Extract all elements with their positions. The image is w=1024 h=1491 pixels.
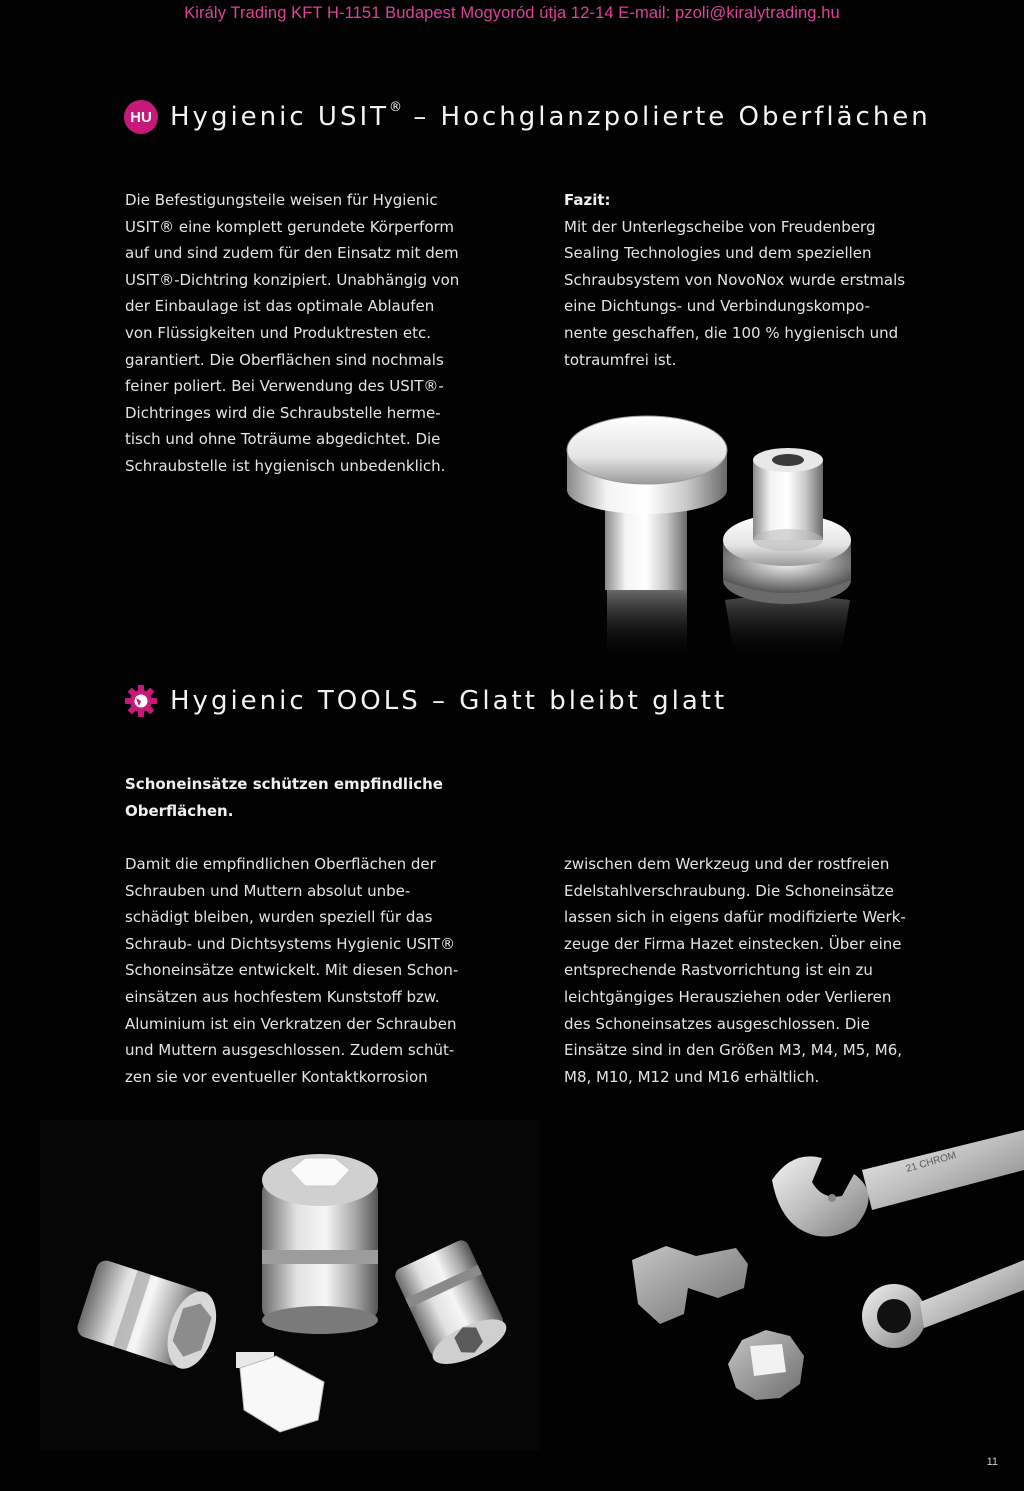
paragraph-line: und Muttern ausgeschlossen. Zudem schüt-: [125, 1041, 455, 1060]
paragraph-line: Schrauben und Muttern absolut unbe-: [125, 881, 411, 900]
usit-left-column: [125, 187, 459, 480]
paragraph-line: Sealing Technologies und dem speziellen: [564, 244, 872, 263]
gear-wrench-icon: [124, 684, 158, 718]
tools-heading: [125, 771, 443, 824]
paragraph-line: lassen sich in eigens dafür modifizierte Werk-: [564, 908, 906, 927]
heading-line: Oberflächen.: [125, 801, 234, 820]
heading-line: Schoneinsätze schützen empfindliche: [125, 775, 443, 793]
paragraph-line: eine Dichtungs- und Verbindungskompo-: [564, 297, 870, 316]
paragraph-line: einsätzen aus hochfestem Kunststoff bzw.: [125, 987, 440, 1006]
paragraph-line: Edelstahlverschraubung. Die Schoneinsätze: [564, 881, 894, 900]
section-title-tools-text: Hygienic TOOLS – Glatt bleibt glatt: [170, 686, 728, 716]
wrench-inserts-image: [572, 1110, 1024, 1440]
polished-fasteners-image: [555, 400, 875, 680]
usit-right-column: [564, 187, 905, 373]
paragraph-line: Schraub- und Dichtsystems Hygienic USIT®: [125, 934, 456, 953]
tools-left-column: [125, 851, 458, 1090]
paragraph-line: totraumfrei ist.: [564, 350, 677, 369]
paragraph-line: Damit die empfindlichen Oberflächen der: [125, 855, 436, 873]
page-number: 11: [986, 1456, 998, 1468]
paragraph-line: Dichtringes wird die Schraubstelle herme-: [125, 403, 441, 422]
paragraph-line: Einsätze sind in den Größen M3, M4, M5, M6,: [564, 1041, 903, 1060]
paragraph-line: der Einbaulage ist das optimale Ablaufen: [125, 297, 435, 316]
section-title-usit: [124, 99, 931, 135]
paragraph-line: Schoneinsätze entwickelt. Mit diesen Schon-: [125, 961, 459, 980]
paragraph-line: Aluminium ist ein Verkratzen der Schrauben: [125, 1014, 457, 1033]
paragraph-line: USIT®-Dichtring konzipiert. Unabhängig von: [125, 270, 460, 289]
paragraph-line: feiner poliert. Bei Verwendung des USIT®-: [125, 377, 444, 396]
paragraph-line: Schraubsystem von NovoNox wurde erstmals: [564, 270, 906, 289]
paragraph-line: von Flüssigkeiten und Produktresten etc.: [125, 323, 431, 342]
tools-right-column: [564, 851, 906, 1090]
socket-inserts-image: [40, 1120, 540, 1450]
hu-language-badge: HU: [124, 100, 158, 134]
paragraph-line: zeuge der Firma Hazet einstecken. Über eine: [564, 934, 902, 953]
paragraph-line: M8, M10, M12 und M16 erhältlich.: [564, 1067, 820, 1086]
svg-text:21 CHROM: 21 CHROM: [904, 1150, 958, 1175]
contact-header: Király Trading KFT H-1151 Budapest Mogyoród útja 12-14 E-mail: pzoli@kiralytrading.hu: [184, 4, 840, 22]
paragraph-line: schädigt bleiben, wurden speziell für das: [125, 908, 433, 927]
paragraph-line: garantiert. Die Oberflächen sind nochmals: [125, 350, 444, 369]
paragraph-line: USIT® eine komplett gerundete Körperform: [125, 217, 455, 236]
paragraph-line: zwischen dem Werkzeug und der rostfreien: [564, 855, 890, 873]
paragraph-line: entsprechende Rastvorrichtung ist ein zu: [564, 961, 873, 980]
paragraph-line: tisch und ohne Toträume abgedichtet. Die: [125, 430, 441, 449]
paragraph-line: des Schoneinsatzes ausgeschlossen. Die: [564, 1014, 870, 1033]
paragraph-line: Mit der Unterlegscheibe von Freudenberg: [564, 217, 876, 236]
paragraph-line: zen sie vor eventueller Kontaktkorrosion: [125, 1067, 428, 1086]
paragraph-line: nente geschaffen, die 100 % hygienisch und: [564, 323, 899, 342]
section-title-usit-text: Hygienic USIT® – Hochglanzpolierte Oberflächen: [170, 100, 931, 132]
section-title-tools: [124, 683, 727, 719]
paragraph-line: auf und sind zudem für den Einsatz mit dem: [125, 244, 459, 263]
paragraph-line: Schraubstelle ist hygienisch unbedenklich.: [125, 456, 446, 475]
fazit-heading: Fazit:: [564, 191, 611, 209]
paragraph-line: leichtgängiges Herausziehen oder Verlieren: [564, 987, 892, 1006]
paragraph-line: Die Befestigungsteile weisen für Hygienic: [125, 191, 438, 209]
